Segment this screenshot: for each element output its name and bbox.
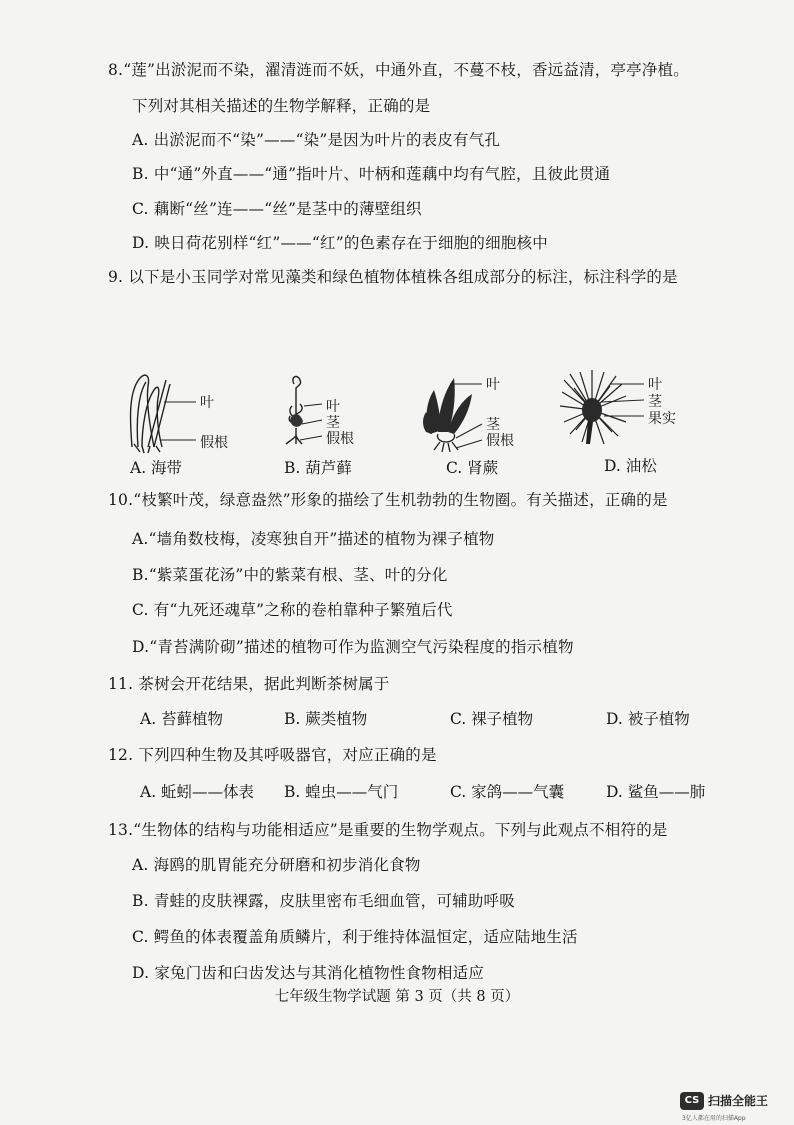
figure-moss (282, 374, 382, 454)
scanner-watermark-logo (680, 1092, 790, 1122)
q8-option-a: A. 出淤泥而不“染”——“染”是因为叶片的表皮有气孔 (132, 131, 501, 149)
q11-option-a: A. 苔藓植物 (140, 710, 224, 728)
moss-label-leaf: 叶 (326, 399, 340, 415)
q8-subprompt: 下列对其相关描述的生物学解释，正确的是 (132, 97, 431, 115)
pine-label-stem: 茎 (648, 394, 662, 410)
q12-option-c: C. 家鸽——气囊 (450, 783, 565, 801)
q9-stem: 9. 以下是小玉同学对常见藻类和绿色植物体植株各组成部分的标注，标注科学的是 (108, 268, 678, 286)
q13-option-d: D. 家兔门齿和臼齿发达与其消化植物性食物相适应 (132, 964, 485, 982)
q10-option-d: D.“青苔满阶砌”描述的植物可作为监测空气污染程度的指示植物 (132, 638, 574, 656)
q10-option-c: C. 有“九死还魂草”之称的卷柏靠种子繁殖后代 (132, 601, 453, 619)
fern-label-stem: 茎 (486, 417, 500, 433)
watermark-tagline: 3亿人都在用的扫描App (682, 1115, 746, 1122)
fern-label-leaf: 叶 (486, 377, 500, 393)
figure-b-caption: B. 葫芦藓 (284, 459, 352, 477)
page-footer: 七年级生物学试题 第 3 页（共 8 页） (274, 989, 520, 1005)
q10-option-a: A.“墙角数枝梅，凌寒独自开”描述的植物为裸子植物 (132, 530, 495, 548)
q8-stem: 8.“莲”出淤泥而不染，濯清涟而不妖，中通外直，不蔓不枝，香远益清，亭亭净植。 (108, 61, 689, 79)
q11-stem: 11. 茶树会开花结果，据此判断茶树属于 (108, 675, 390, 693)
q13-option-b: B. 青蛙的皮肤裸露，皮肤里密布毛细血管，可辅助呼吸 (132, 892, 515, 910)
q12-option-b: B. 蝗虫——气门 (284, 783, 399, 801)
fern-label-rhizoid: 假根 (486, 433, 514, 449)
pine-label-leaf: 叶 (648, 377, 662, 393)
q11-option-c: C. 裸子植物 (450, 710, 534, 728)
q8-option-b: B. 中“通”外直——“通”指叶片、叶柄和莲藕中均有气腔，且彼此贯通 (132, 165, 611, 183)
watermark-app-name: 扫描全能王 (708, 1094, 769, 1108)
q13-option-c: C. 鳄鱼的体表覆盖角质鳞片，利于维持体温恒定，适应陆地生活 (132, 928, 578, 946)
q12-stem: 12. 下列四种生物及其呼吸器官，对应正确的是 (108, 746, 437, 764)
kelp-label-leaf: 叶 (200, 395, 214, 411)
q11-option-b: B. 蕨类植物 (284, 710, 368, 728)
kelp-label-holdfast: 假根 (200, 435, 228, 451)
q8-option-c: C. 藕断“丝”连——“丝”是茎中的薄壁组织 (132, 200, 422, 218)
q12-option-d: D. 鲨鱼——肺 (606, 783, 706, 801)
q10-stem: 10.“枝繁叶茂，绿意盎然”形象的描绘了生机勃勃的生物圈。有关描述，正确的是 (108, 491, 668, 509)
moss-label-stem: 茎 (326, 415, 340, 431)
q11-option-d: D. 被子植物 (606, 710, 690, 728)
figure-a-caption: A. 海带 (130, 459, 183, 477)
figure-d-caption: D. 油松 (604, 457, 657, 475)
moss-label-rhizoid: 假根 (326, 431, 354, 447)
cs-logo-icon: CS (680, 1092, 704, 1110)
q12-option-a: A. 蚯蚓——体表 (140, 783, 255, 801)
figure-pine (560, 370, 690, 450)
figure-fern (420, 372, 540, 454)
q13-stem: 13.“生物体的结构与功能相适应”是重要的生物学观点。下列与此观点不相符的是 (108, 821, 668, 839)
q10-option-b: B.“紫菜蛋花汤”中的紫菜有根、茎、叶的分化 (132, 566, 448, 584)
q8-option-d: D. 映日荷花别样“红”——“红”的色素存在于细胞的细胞核中 (132, 234, 548, 252)
q13-option-a: A. 海鸥的肌胃能充分研磨和初步消化食物 (132, 856, 421, 874)
pine-label-fruit: 果实 (648, 411, 676, 427)
figure-kelp (120, 372, 240, 454)
figure-c-caption: C. 肾蕨 (446, 459, 499, 477)
